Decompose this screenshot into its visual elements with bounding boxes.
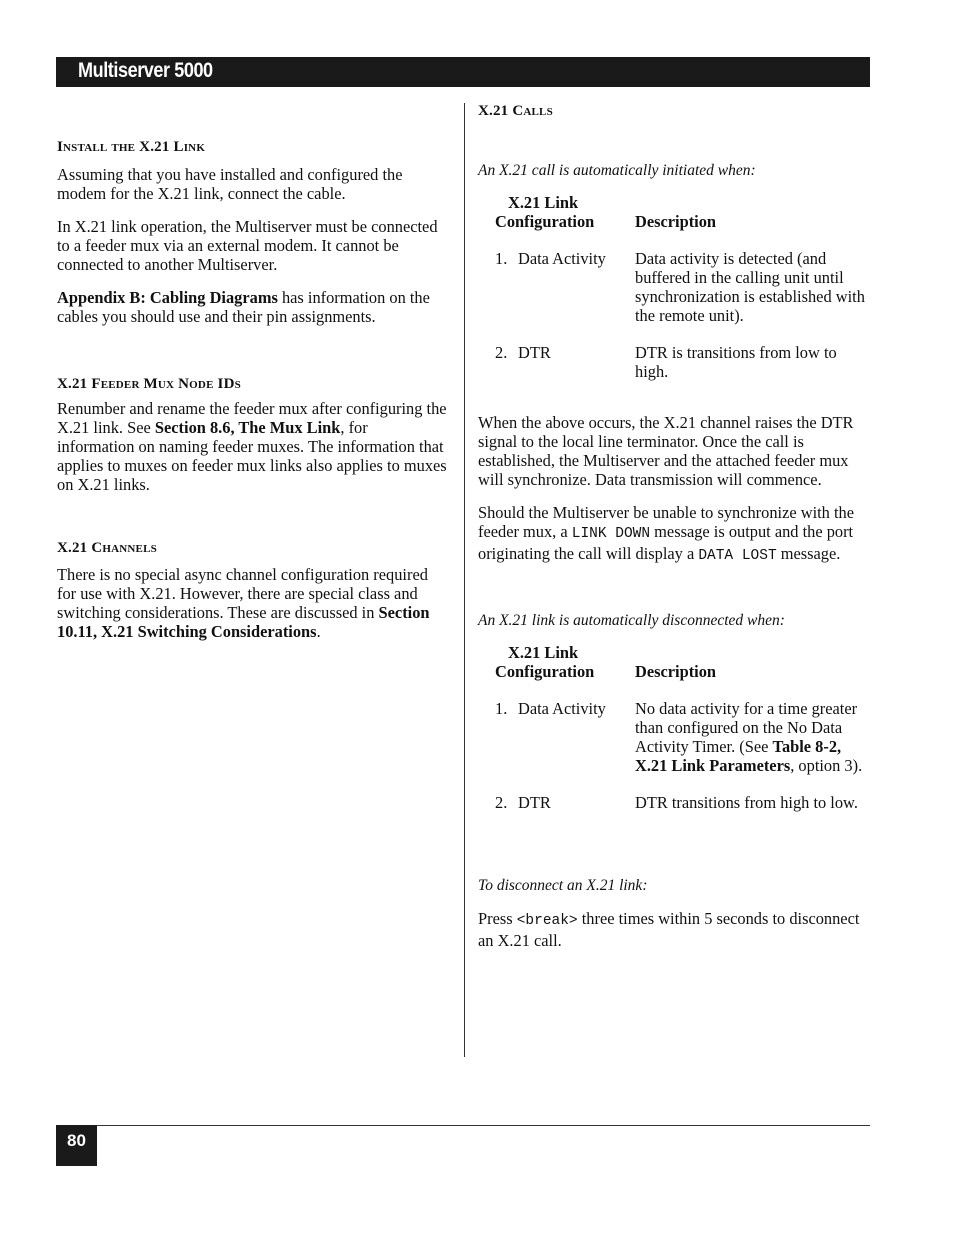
row-num: 1. [495, 699, 508, 718]
feeder-para [57, 399, 449, 494]
manual-intro: To disconnect an X.21 link: [478, 877, 648, 894]
install-para-3 [57, 288, 449, 326]
disc-col2-header: Description [635, 662, 717, 681]
row-desc-b: , option 3). [790, 756, 863, 775]
table-row [495, 793, 867, 812]
calls-p2-b: message is output and the port originating the call will display a [478, 522, 854, 563]
calls-col2-header: Description [635, 212, 717, 231]
footer-page-box [56, 1125, 97, 1166]
right-column [478, 102, 868, 950]
row-num: 2. [495, 793, 508, 812]
calls-para-1: When the above occurs, the X.21 channel raises the DTR signal to the local line terminator. Once the call is established, the Multiserver and the attached feeder mux will synchronize. Data transmission will commence. [478, 413, 854, 489]
link-down-code: LINK DOWN [571, 526, 651, 542]
channels-text-b: . [316, 622, 321, 641]
appendix-ref: Appendix B: Cabling Diagrams [57, 288, 278, 307]
page-number: 80 [67, 1131, 86, 1150]
manual-para [478, 909, 868, 950]
row-desc-a: No data activity for a time greater than configured on the No Data Activity Timer. (See [635, 699, 858, 756]
calls-table-header [495, 193, 867, 231]
calls-p2-c: message. [776, 544, 841, 563]
install-para-3-text: has information on the cables you should use and their pin assignments. [57, 288, 430, 326]
manual-p1-a: Press [478, 909, 517, 928]
install-heading: Install the X.21 Link [57, 139, 206, 155]
page-title: Multiserver 5000 [78, 59, 213, 82]
disconnect-table [495, 643, 867, 812]
disc-col1-l1: X.21 Link [508, 643, 579, 662]
table-row [495, 699, 867, 775]
column-divider [464, 103, 465, 1057]
calls-col1-l1: X.21 Link [508, 193, 579, 212]
install-para-1: Assuming that you have installed and configured the modem for the X.21 link, connect the cable. [57, 165, 403, 203]
footer-rule [97, 1125, 870, 1126]
header-bar [56, 57, 870, 87]
channels-heading: X.21 Channels [57, 540, 157, 556]
row-desc: DTR transitions from high to low. [635, 793, 858, 812]
calls-p2-a: Should the Multiserver be unable to synchronize with the feeder mux, a [478, 503, 854, 541]
feeder-text-a: Renumber and rename the feeder mux after configuring the X.21 link. See [57, 399, 447, 437]
calls-intro: An X.21 call is automatically initiated when: [478, 162, 756, 179]
row-config: DTR [518, 793, 551, 812]
calls-col1-l2: Configuration [495, 212, 595, 231]
table-row [495, 249, 867, 325]
disconnect-table-header [495, 643, 867, 681]
row-num: 2. [495, 343, 508, 362]
install-para-2: In X.21 link operation, the Multiserver must be connected to a feeder mux via an external modem. It cannot be connected to another Multiserver. [57, 217, 438, 274]
row-num: 1. [495, 249, 508, 268]
calls-heading: X.21 Calls [478, 103, 553, 119]
row-desc: Data activity is detected (and buffered in the calling unit until synchronization is established with the remote unit). [635, 249, 865, 325]
mux-link-ref: Section 8.6, The Mux Link [154, 418, 341, 437]
disc-col1-l2: Configuration [495, 662, 595, 681]
row-desc: DTR is transitions from low to high. [635, 343, 837, 381]
calls-table [495, 193, 867, 381]
switching-ref: Section 10.11, X.21 Switching Considerations [57, 603, 430, 641]
table-ref: Table 8-2, X.21 Link Parameters [635, 737, 842, 775]
channels-para [57, 565, 449, 641]
table-row [495, 343, 867, 381]
row-config: DTR [518, 343, 551, 362]
row-config: Data Activity [518, 249, 606, 268]
calls-para-2 [478, 503, 868, 566]
row-config: Data Activity [518, 699, 606, 718]
break-code: <break> [516, 913, 578, 929]
data-lost-code: DATA LOST [698, 548, 777, 564]
left-column [57, 138, 449, 641]
channels-text-a: There is no special async channel configuration required for use with X.21. However, there are special class and switching considerations. These are discussed in [57, 565, 428, 622]
manual-p1-b: three times within 5 seconds to disconnect an X.21 call. [478, 909, 860, 950]
disconnect-intro: An X.21 link is automatically disconnected when: [478, 612, 785, 629]
row-desc [635, 699, 867, 775]
feeder-heading: X.21 Feeder Mux Node IDs [57, 376, 241, 392]
feeder-text-b: , for information on naming feeder muxes. The information that applies to muxes on feeder mux links also applies to muxes on X.21 links. [57, 418, 447, 494]
